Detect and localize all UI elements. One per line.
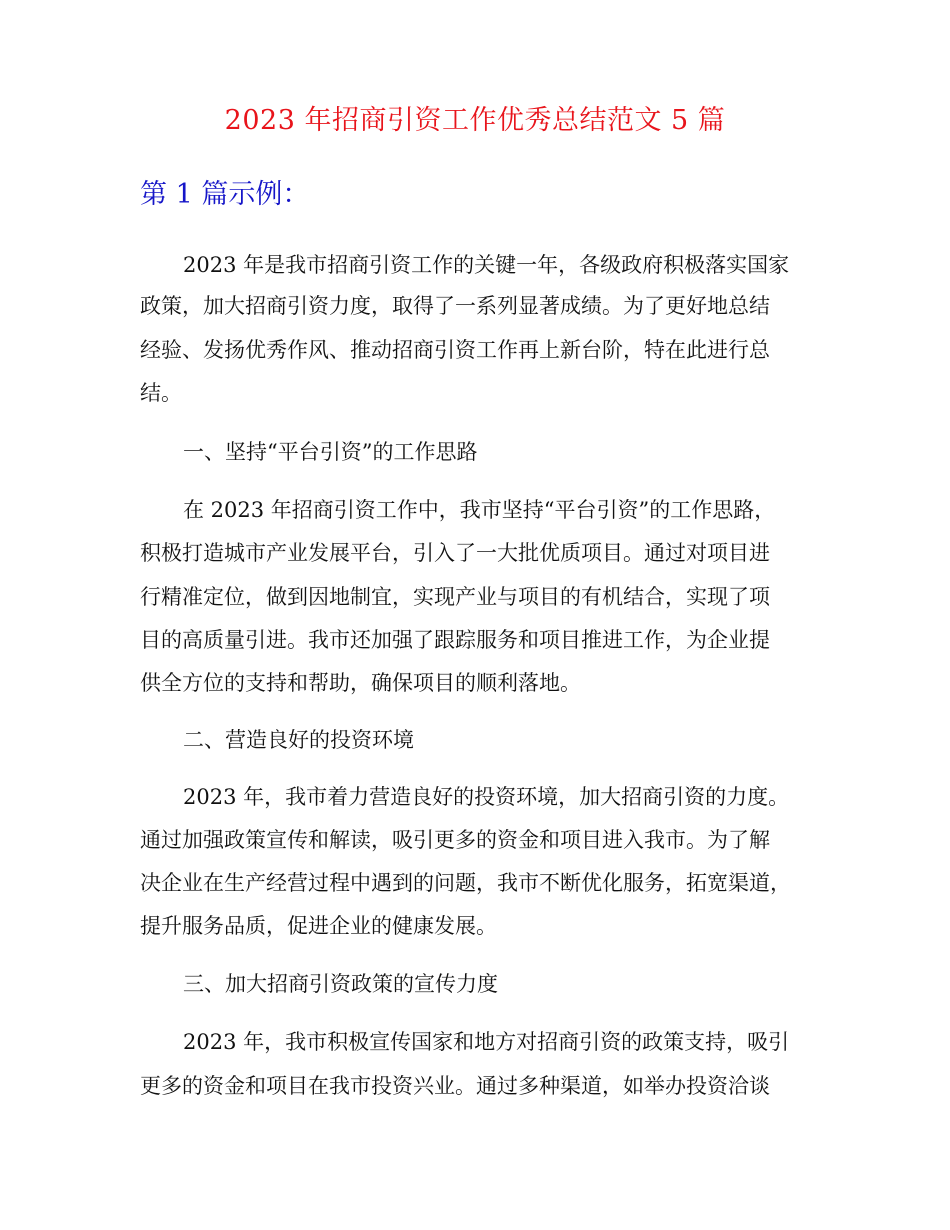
paragraph-4-line-1: 2023 年，我市积极宣传国家和地方对招商引资的政策支持，吸引: [183, 1030, 790, 1054]
paragraph-4-line-2: 更多的资金和项目在我市投资兴业。通过多种渠道，如举办投资洽谈: [140, 1074, 770, 1098]
paragraph-3-line-3: 决企业在生产经营过程中遇到的问题，我市不断优化服务，拓宽渠道，: [140, 871, 791, 895]
paragraph-3-line-4: 提升服务品质，促进企业的健康发展。: [140, 914, 497, 938]
paragraph-1-line-3: 经验、发扬优秀作风、推动招商引资工作再上新台阶，特在此进行总: [140, 338, 770, 362]
paragraph-3-line-2: 通过加强政策宣传和解读，吸引更多的资金和项目进入我市。为了解: [140, 828, 770, 852]
subheading-3: 三、加大招商引资政策的宣传力度: [183, 972, 498, 996]
paragraph-1-line-4: 结。: [140, 381, 182, 405]
paragraph-1-line-2: 政策，加大招商引资力度，取得了一系列显著成绩。为了更好地总结: [140, 294, 770, 318]
paragraph-2-line-5: 供全方位的支持和帮助，确保项目的顺利落地。: [140, 671, 581, 695]
paragraph-1-line-1: 2023 年是我市招商引资工作的关键一年，各级政府积极落实国家: [183, 253, 790, 277]
paragraph-3-line-1: 2023 年，我市着力营造良好的投资环境，加大招商引资的力度。: [183, 785, 790, 809]
paragraph-2-line-1: 在 2023 年招商引资工作中，我市坚持“平台引资”的工作思路，: [183, 498, 776, 522]
subheading-2: 二、营造良好的投资环境: [183, 728, 414, 752]
paragraph-2-line-3: 行精准定位，做到因地制宜，实现产业与项目的有机结合，实现了项: [140, 585, 770, 609]
paragraph-2-line-2: 积极打造城市产业发展平台，引入了一大批优质项目。通过对项目进: [140, 541, 770, 565]
subheading-1: 一、坚持“平台引资”的工作思路: [183, 440, 478, 464]
document-title: 2023 年招商引资工作优秀总结范文 5 篇: [224, 105, 726, 136]
paragraph-2-line-4: 目的高质量引进。我市还加强了跟踪服务和项目推进工作，为企业提: [140, 628, 770, 652]
section-heading: 第 1 篇示例：: [140, 179, 310, 210]
